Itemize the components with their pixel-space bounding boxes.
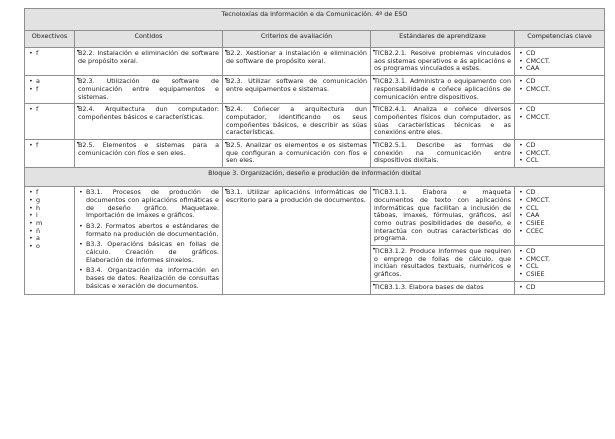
obxectivo-item: • i [28,212,71,220]
competencia-item: • CMCCT. [518,114,601,122]
contido-cell [75,187,223,294]
table-row [25,104,605,140]
obxectivo-item: • h [28,205,71,213]
competencia-item: • CSIEE [518,271,601,279]
competencias-cell [515,246,605,282]
estandar-cell: • TICB3.1.3. Elabora bases de datos [371,281,515,294]
competencia-item: • CD [518,189,601,197]
obxectivo-item: • f [28,106,71,114]
criterio-cell: • B2.2. Xestionar a instalación e eliminación de software de propósito xeral. [223,48,371,76]
competencia-item: • CD [518,50,601,58]
obxectivo-item: • f [28,142,71,150]
table-title: Tecnoloxías da información e da Comunicación. 4º de ESO [25,9,605,31]
competencia-item: • CCL [518,263,601,271]
contido-item: • B3.4. Organización da información en bases de datos. Realización de consultas básicas e xeración de documentos. [78,267,219,290]
table-title-row [25,9,605,31]
contido-item: • B3.3. Operacións básicas en follas de cálculo. Creación de gráficos. Elaboración de informes sinxelos. [78,241,219,264]
competencia-item: • CMCCT. [518,150,601,158]
criterio-cell: • B2.4. Coñecer a arquitectura dun computador, identificando os seus compoñentes básicos, e describir as súas características. [223,104,371,140]
obxectivos-cell [25,187,75,294]
estandar-cell: • TICB2.2.1. Resolve problemas vinculados aos sistemas operativos e ás aplicacións e os programas vinculados a estes. [371,48,515,76]
competencia-item: • CSIEE [518,220,601,228]
competencias-cell [515,76,605,104]
obxectivos-cell [25,104,75,140]
contido-cell: • B2.4. Arquitectura dun computador: compoñentes básicos e características. [75,104,223,140]
contido-cell: • B2.3. Utilización de software de comunicación entre equipamentos e sistemas. [75,76,223,104]
obxectivo-item: • g [28,197,71,205]
competencia-item: • CCEC [518,228,601,236]
competencia-item: • CD [518,284,601,292]
header-criterios: Criterios de avaliación [223,31,371,48]
contido-item: • B3.1. Procesos de produción de documentos con aplicacións ofimáticas e de deseño gráfico. Maquetaxe. Importación de imaxes e gráficos. [78,189,219,220]
criterio-cell: • B2.5. Analizar os elementos e os sistemas que configuran a comunicación con fíos e sen eles. [223,140,371,168]
competencias-cell [515,187,605,246]
competencia-item: • CMCCT. [518,58,601,66]
obxectivos-cell [25,76,75,104]
curriculum-table [24,8,605,295]
table-row [25,187,605,246]
contido-cell: • B2.2. Instalación e eliminación de software de propósito xeral. [75,48,223,76]
competencia-item: • CD [518,78,601,86]
competencia-item: • CD [518,248,601,256]
competencia-item: • CAA [518,212,601,220]
obxectivo-item: • a [28,78,71,86]
header-contidos: Contidos [75,31,223,48]
table-row [25,48,605,76]
obxectivo-item: • f [28,86,71,94]
estandar-cell: • TICB2.3.1. Administra o equipamento con responsabilidade e coñece aplicacións de comunicación entre dispositivos. [371,76,515,104]
competencias-cell [515,104,605,140]
table-row [25,76,605,104]
obxectivo-item: • ñ [28,228,71,236]
competencias-cell [515,281,605,294]
criterio-cell: • B2.3. Utilizar software de comunicación entre equipamentos e sistemas. [223,76,371,104]
estandar-cell: • TICB3.1.1. Elabora e maqueta documentos de texto con aplicacións informáticas que facilitan a inclusión de táboas, imaxes, fórmulas, gráficos, así como outras posibilidades de deseño, e interactúa con outras características do programa. [371,187,515,246]
competencia-item: • CAA [518,65,601,73]
estandar-cell: • TICB2.4.1. Analiza e coñece diversos compoñentes físicos dun computador, as súas características técnicas e as conexións entre eles. [371,104,515,140]
header-competencias: Competencias clave [515,31,605,48]
competencias-cell [515,48,605,76]
header-estandares: Estándares de aprendizaxe [371,31,515,48]
competencia-item: • CD [518,142,601,150]
criterio-cell: • B3.1. Utilizar aplicacións informáticas de escritorio para a produción de documentos. [223,187,371,294]
obxectivo-item: • o [28,243,71,251]
competencia-item: • CMCCT. [518,86,601,94]
table-row [25,140,605,168]
obxectivo-item: • m [28,220,71,228]
obxectivos-cell [25,48,75,76]
estandar-cell: • TICB2.5.1. Describe as formas de conexión na comunicación entre dispositivos dixitais. [371,140,515,168]
header-obxectivos: Obxectivos [25,31,75,48]
column-header-row [25,31,605,48]
obxectivo-item: • f [28,50,71,58]
competencia-item: • CCL [518,205,601,213]
estandar-cell: • TICB3.1.2. Produce informes que requiren o emprego de follas de cálculo, que inclúan resultados textuais, numéricos e gráficos. [371,246,515,282]
obxectivo-item: • a [28,235,71,243]
block-heading: Bloque 3. Organización, deseño e produción de información dixital [25,168,605,187]
contido-cell: • B2.5. Elementos e sistemas para a comunicación con fíos e sen eles. [75,140,223,168]
competencia-item: • CMCCT. [518,256,601,264]
competencia-item: • CMCCT. [518,197,601,205]
block-heading-row [25,168,605,187]
obxectivo-item: • f [28,189,71,197]
competencias-cell [515,140,605,168]
competencia-item: • CCL [518,157,601,165]
competencia-item: • CD [518,106,601,114]
obxectivos-cell [25,140,75,168]
contido-item: • B3.2. Formatos abertos e estándares de formato na produción de documentación. [78,223,219,238]
